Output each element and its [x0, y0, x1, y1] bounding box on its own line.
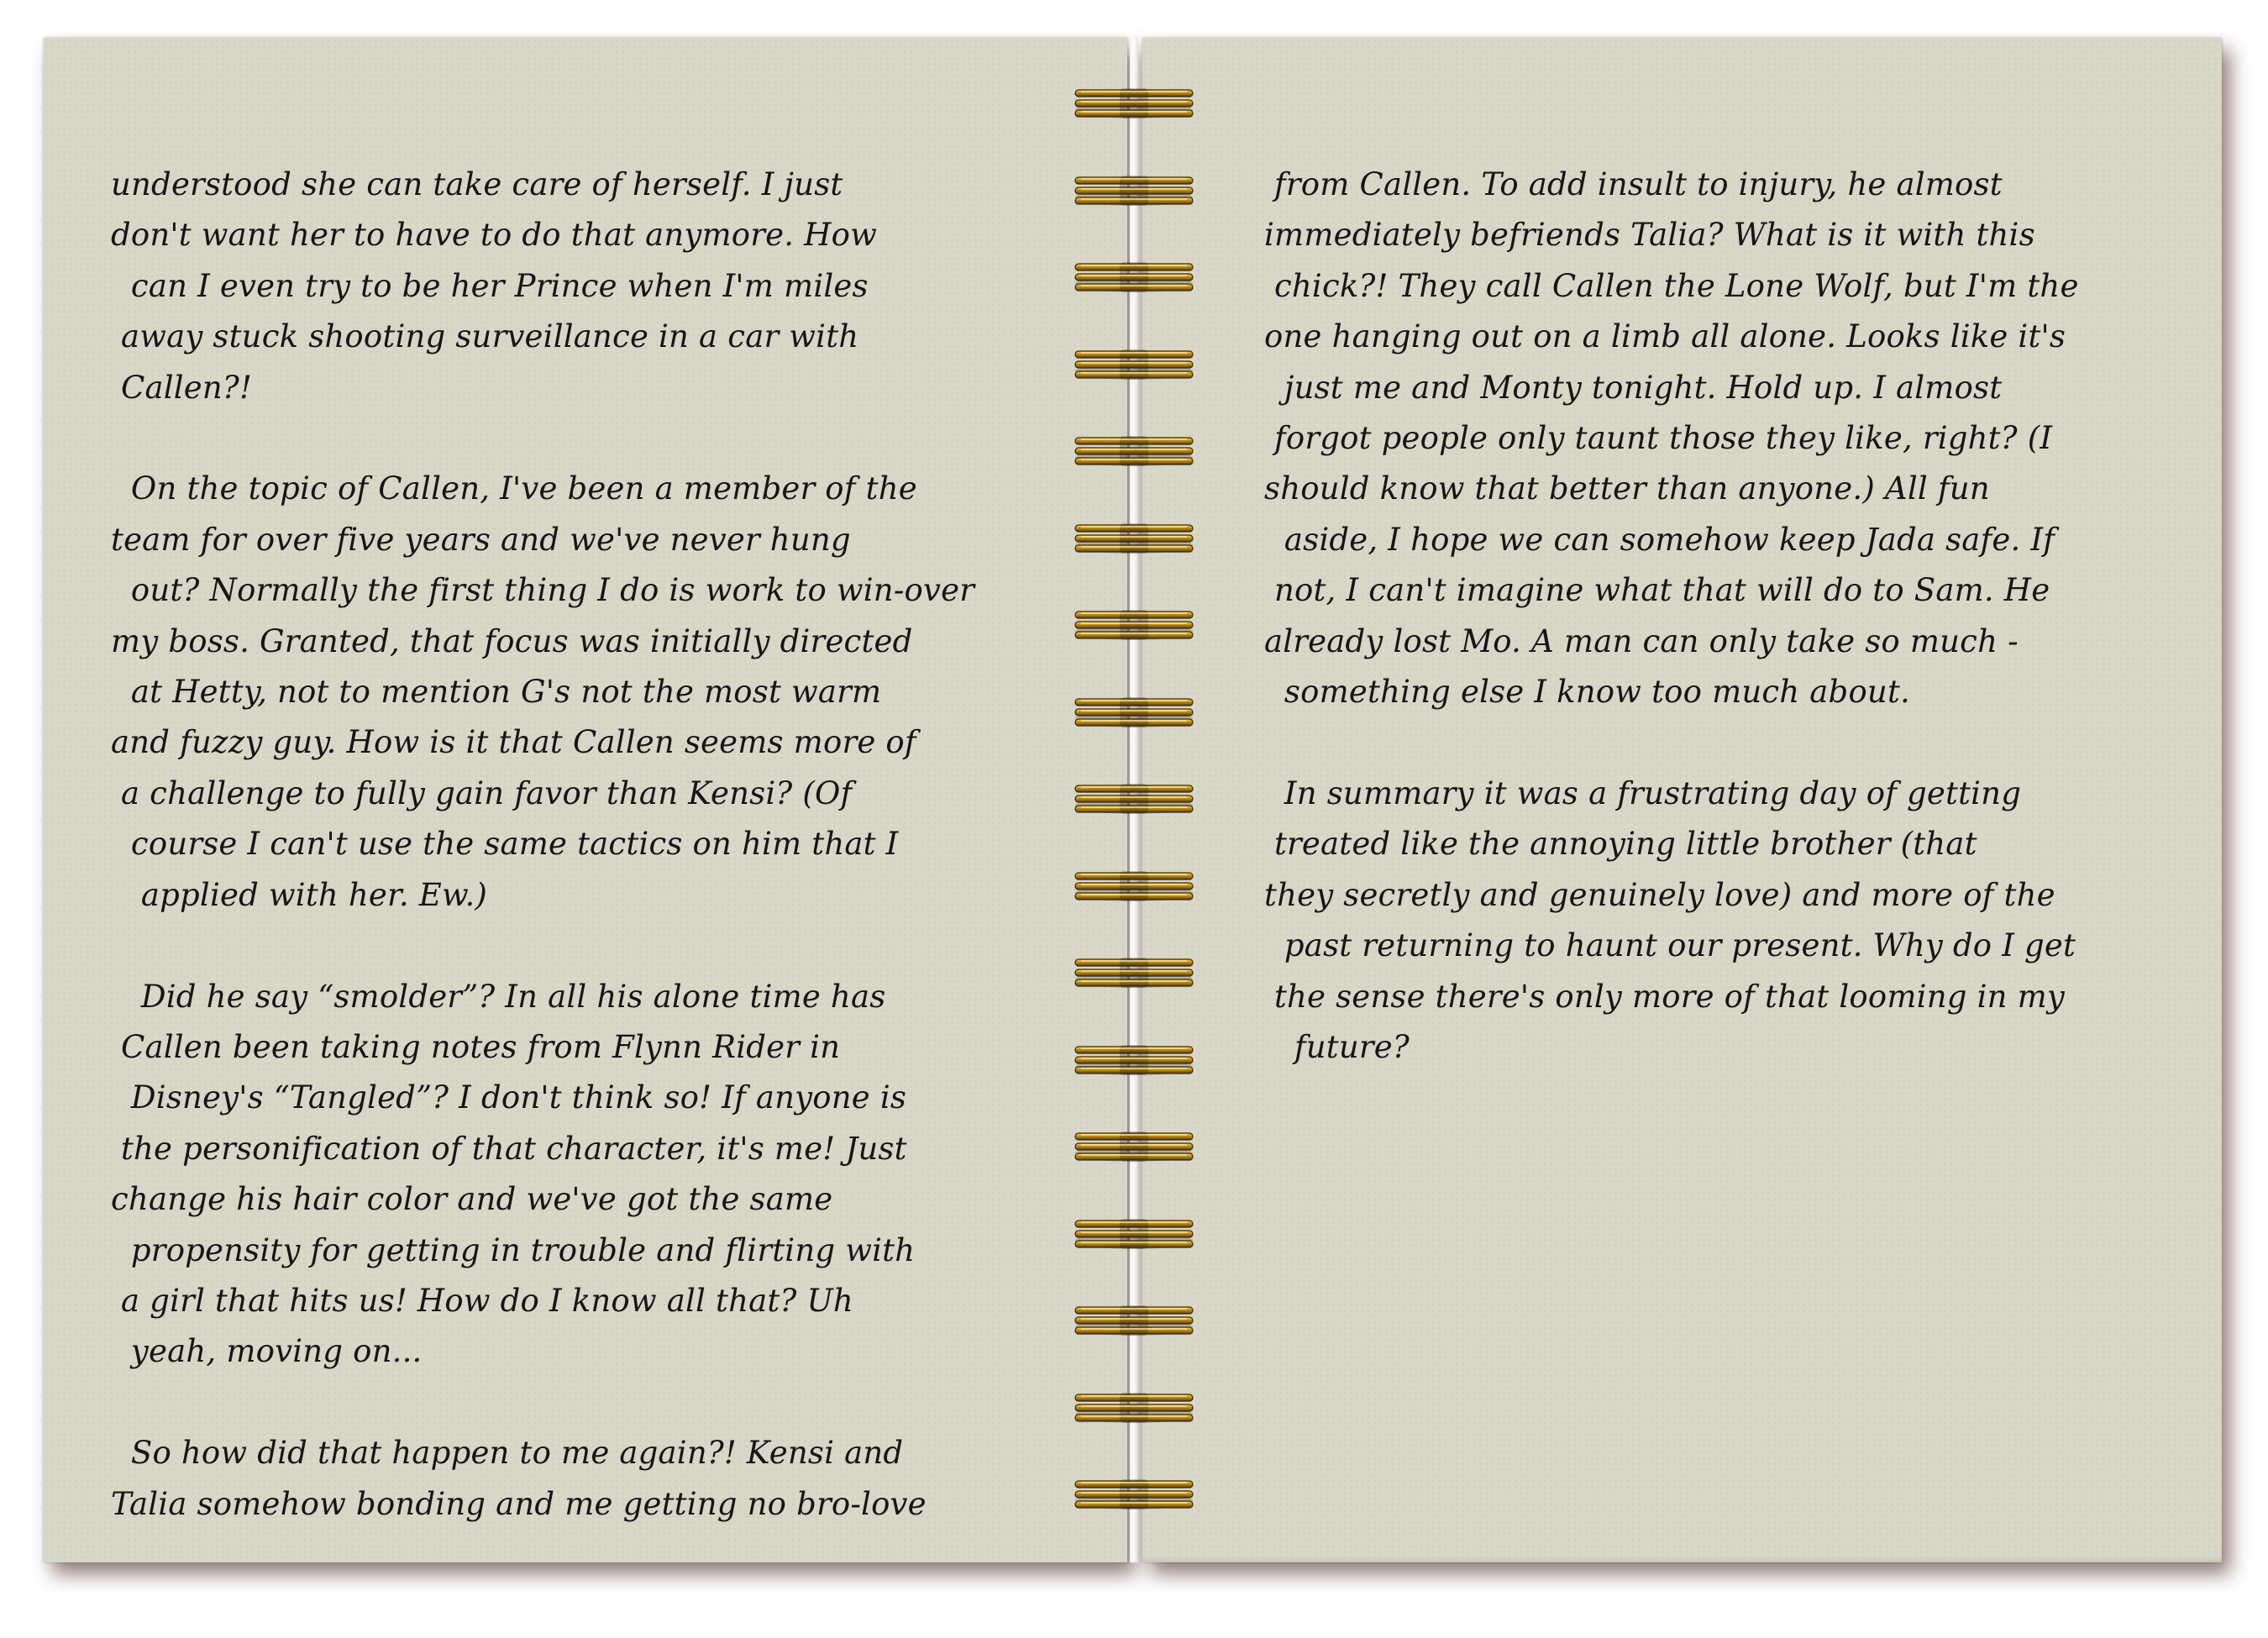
- spiral-ring: [1071, 1043, 1197, 1080]
- spiral-ring: [1071, 1478, 1197, 1515]
- spiral-ring: [1071, 608, 1197, 645]
- spiral-ring: [1071, 696, 1197, 732]
- spiral-ring: [1071, 869, 1197, 906]
- spiral-ring: [1071, 522, 1197, 559]
- spiral-ring: [1071, 434, 1197, 471]
- left-page: [44, 38, 1127, 1562]
- spiral-ring: [1071, 782, 1197, 819]
- left-page-text: understood she can take care of herself. I just don't want her to have to do that anymore. How can I even try to be her Prince when I'm miles away stuck shooting surveillance in a car with Callen?! On the topic of Callen, I've been a member of the team for over five years and we've never hung out? Normally the first thing I do is work to win-over my boss. Granted, that focus was initially directed at Hetty, not to mention G's not the most warm and fuzzy guy. How is it that Callen seems more of a challenge to fully gain favor than Kensi? (Of course I can't use the same tactics on him that I applied with her. Ew.) Did he say “smolder”? In all his alone time has Callen been taking notes from Flynn Rider in Disney's “Tangled”? I don't think so! If anyone is the personification of that character, it's me! Just change his hair color and we've got the same propensity for getting in trouble and flirting with a girl that hits us! How do I know all that? Uh yeah, moving on... So how did that happen to me again?! Kensi and Talia somehow bonding and me getting no bro-love: [111, 166, 975, 1522]
- spiral-ring: [1071, 956, 1197, 993]
- spiral-ring: [1071, 174, 1197, 211]
- right-page: [1142, 38, 2222, 1562]
- spiral-ring: [1071, 260, 1197, 297]
- spiral-ring: [1071, 1130, 1197, 1167]
- spiral-ring: [1071, 1391, 1197, 1428]
- spiral-binding: [1071, 80, 1205, 1558]
- spiral-ring: [1071, 1217, 1197, 1254]
- right-page-text: from Callen. To add insult to injury, he almost immediately befriends Talia? What is it with this chick?! They call Callen the Lone Wolf, but I'm the one hanging out on a limb all alone. Looks like it's just me and Monty tonight. Hold up. I almost forgot people only taunt those they like, right? (I should know that better than anyone.) All fun aside, I hope we can somehow keep Jada safe. If not, I can't imagine what that will do to Sam. He already lost Mo. A man can only take so much - something else I know too much about. In summary it was a frustrating day of getting treated like the annoying little brother (that they secretly and genuinely love) and more of the past returning to haunt our present. Why do I get the sense there's only more of that looming in my future?: [1264, 166, 2079, 1065]
- spiral-ring: [1071, 1304, 1197, 1341]
- spiral-ring: [1071, 87, 1197, 123]
- spiral-ring: [1071, 348, 1197, 385]
